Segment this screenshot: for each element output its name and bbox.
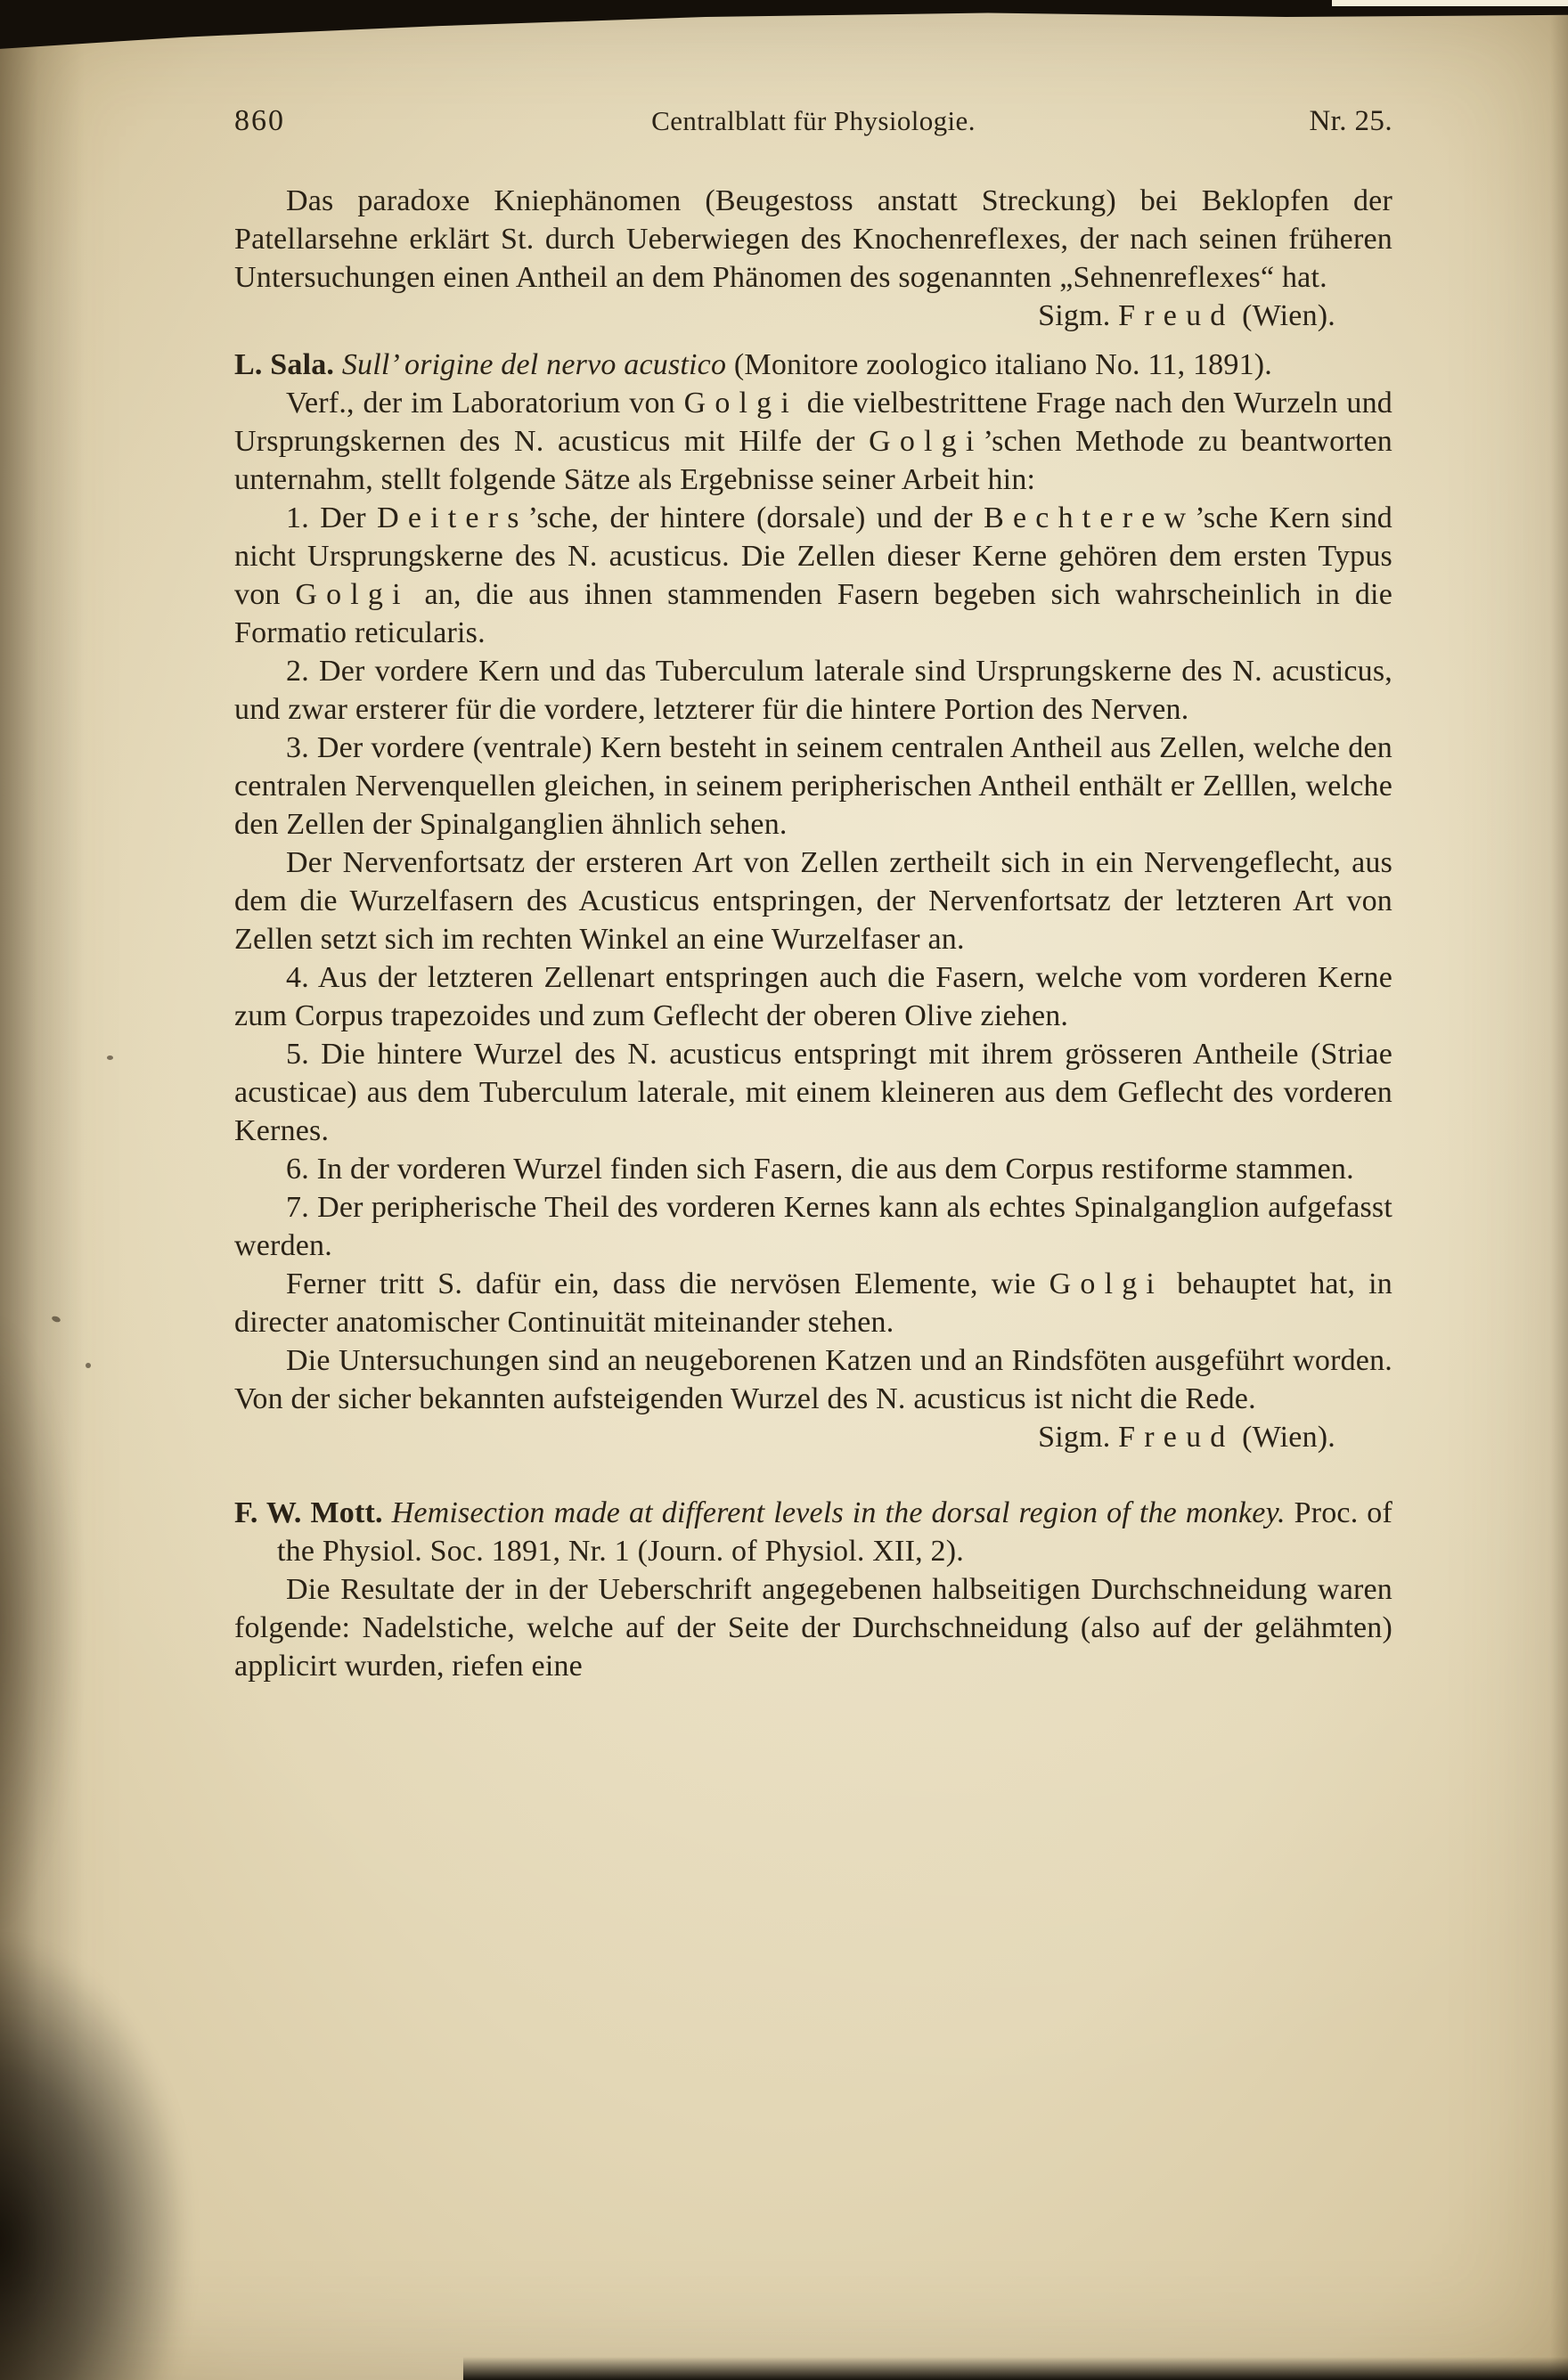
text-segment: Sigm. bbox=[1038, 1421, 1119, 1454]
text-segment bbox=[334, 348, 342, 381]
text-segment: Proc. of the Physiol. Soc. 1891, Nr. 1 (Journ. of Physiol. XII, 2). bbox=[277, 1496, 1393, 1568]
body-paragraph bbox=[234, 1188, 1392, 1265]
reference-heading bbox=[234, 346, 1392, 384]
text-segment: 7. Der peripherische Theil des vorderen Kernes kann als echtes Spinalganglion aufgefasst werden. bbox=[234, 1191, 1392, 1262]
body-paragraph bbox=[234, 499, 1392, 652]
body-paragraph bbox=[234, 182, 1392, 297]
body-paragraph bbox=[234, 958, 1392, 1035]
body-paragraph bbox=[234, 1570, 1392, 1685]
text-segment-bold: F. W. Mott. bbox=[234, 1496, 383, 1529]
text-segment: behauptet hat, in directer anatomischer Continuität miteinander stehen. bbox=[234, 1267, 1393, 1339]
issue-number: Nr. 25. bbox=[1309, 105, 1392, 137]
body-paragraph bbox=[234, 652, 1392, 729]
text-segment: 2. Der vordere Kern und das Tuberculum laterale sind Ursprungskerne des N. acusticus, und zwar ersterer für die vordere, letzterer für die hintere Portion des Nerven. bbox=[234, 655, 1392, 726]
scan-left-mid-shadow bbox=[0, 1311, 80, 1935]
text-segment-bold: L. Sala. bbox=[234, 348, 335, 381]
text-segment: 6. In der vorderen Wurzel finden sich Fasern, die aus dem Corpus restiforme stammen. bbox=[286, 1153, 1354, 1186]
scan-top-right-paper-sliver bbox=[1332, 0, 1568, 6]
text-segment-spaced: Freud bbox=[1118, 1421, 1235, 1454]
reviewer-signature bbox=[234, 1418, 1392, 1456]
text-segment: an, die aus ihnen stammenden Fasern begeben sich wahrscheinlich in die Formatio reticularis. bbox=[234, 578, 1392, 649]
text-segment: Ferner tritt S. dafür ein, dass die nervösen Elemente, wie bbox=[286, 1267, 1049, 1300]
body-paragraph bbox=[234, 1035, 1392, 1150]
body-paragraph bbox=[234, 1150, 1392, 1188]
scan-speck bbox=[86, 1363, 91, 1368]
text-column bbox=[234, 182, 1392, 1685]
scan-speck bbox=[107, 1056, 113, 1060]
text-segment: ’schen Methode zu beantworten unternahm, stellt folgende Sätze als Ergebnisse seiner Arbeit hin: bbox=[234, 425, 1392, 496]
text-segment-italic: Sull’ origine del nervo acustico bbox=[341, 348, 727, 381]
text-segment: 3. Der vordere (ventrale) Kern besteht in seinem centralen Antheil aus Zellen, welche den centralen Nervenquellen gleichen, in seinem peripherischen Antheil enthält er Zelllen, welche den Zellen der Spinalganglien ähnlich sehen. bbox=[234, 731, 1392, 841]
text-segment: (Monitore zoologico italiano No. 11, 1891). bbox=[726, 348, 1272, 381]
text-segment: Sigm. bbox=[1038, 299, 1119, 332]
reference-heading bbox=[234, 1494, 1392, 1570]
text-segment: Verf., der im Laboratorium von bbox=[286, 387, 684, 420]
body-paragraph bbox=[234, 844, 1392, 958]
journal-title: Centralblatt für Physiologie. bbox=[651, 105, 976, 136]
text-segment-spaced: Golgi bbox=[1049, 1267, 1164, 1300]
text-segment bbox=[383, 1496, 392, 1529]
text-segment: Die Resultate der in der Ueberschrift angegebenen halbseitigen Durchschneidung waren folgende: Nadelstiche, welche auf der Seite der Durchschneidung (also auf der gelähmten) applicirt wurden, riefen eine bbox=[234, 1573, 1392, 1683]
text-segment-spaced: Bechterew bbox=[984, 501, 1196, 534]
text-segment: 4. Aus der letzteren Zellenart entspringen auch die Fasern, welche vom vorderen Kerne zum Corpus trapezoides und zum Geflecht der oberen Olive ziehen. bbox=[234, 961, 1392, 1032]
text-segment: 1. Der bbox=[286, 501, 378, 534]
text-segment: ’sche Kern sind nicht Ursprungskerne des N. acusticus. Die Zellen dieser Kerne gehören dem ersten Typus von bbox=[234, 501, 1392, 611]
page-content bbox=[234, 0, 1392, 1685]
scan-bottom-edge-shadow bbox=[463, 2357, 1568, 2380]
text-segment-spaced: Freud bbox=[1118, 299, 1235, 332]
page-number: 860 bbox=[234, 104, 285, 137]
text-segment-spaced: Golgi bbox=[683, 387, 799, 420]
text-segment: die vielbestrittene Frage nach den Wurzeln und Ursprungskernen des N. acusticus mit Hilfe der bbox=[234, 387, 1392, 458]
text-segment-spaced: Golgi bbox=[295, 578, 410, 611]
text-segment: Der Nervenfortsatz der ersteren Art von Zellen zertheilt sich in ein Nervengeflecht, aus dem die Wurzelfasern des Acusticus entspringen, der Nervenfortsatz der letzteren Art von Zellen setzt sich im rechten Winkel an eine Wurzelfaser an. bbox=[234, 846, 1392, 956]
scan-right-edge-shadow bbox=[1550, 0, 1568, 2380]
text-segment-spaced: Deiters bbox=[377, 501, 528, 534]
scan-bottom-left-corner-shadow bbox=[0, 1944, 187, 2380]
text-segment: (Wien). bbox=[1234, 299, 1335, 332]
text-segment: (Wien). bbox=[1234, 1421, 1335, 1454]
body-paragraph bbox=[234, 1265, 1392, 1341]
body-paragraph bbox=[234, 729, 1392, 844]
text-segment: 5. Die hintere Wurzel des N. acusticus entspringt mit ihrem grösseren Antheile (Striae acusticae) aus dem Tuberculum laterale, mit einem kleineren aus dem Geflecht des vorderen Kernes. bbox=[234, 1038, 1392, 1147]
body-paragraph bbox=[234, 1341, 1392, 1418]
body-paragraph bbox=[234, 384, 1392, 499]
text-segment: ’sche, der hintere (dorsale) und der bbox=[527, 501, 984, 534]
text-segment-italic: Hemisection made at different levels in the dorsal region of the monkey. bbox=[391, 1496, 1286, 1529]
reviewer-signature bbox=[234, 297, 1392, 335]
text-segment-spaced: Golgi bbox=[869, 425, 984, 458]
text-segment: Die Untersuchungen sind an neugeborenen Katzen und an Rindsföten ausgeführt worden. Von der sicher bekannten aufsteigenden Wurzel des N. acusticus ist nicht die Rede. bbox=[234, 1344, 1392, 1415]
text-segment: Das paradoxe Kniephänomen (Beugestoss anstatt Streckung) bei Beklopfen der Patellarsehne erklärt St. durch Ueberwiegen des Knochenreflexes, der nach seinen früheren Untersuchungen einen Antheil an dem Phänomen des sogenannten „Sehnenreflexes“ hat. bbox=[234, 184, 1392, 294]
